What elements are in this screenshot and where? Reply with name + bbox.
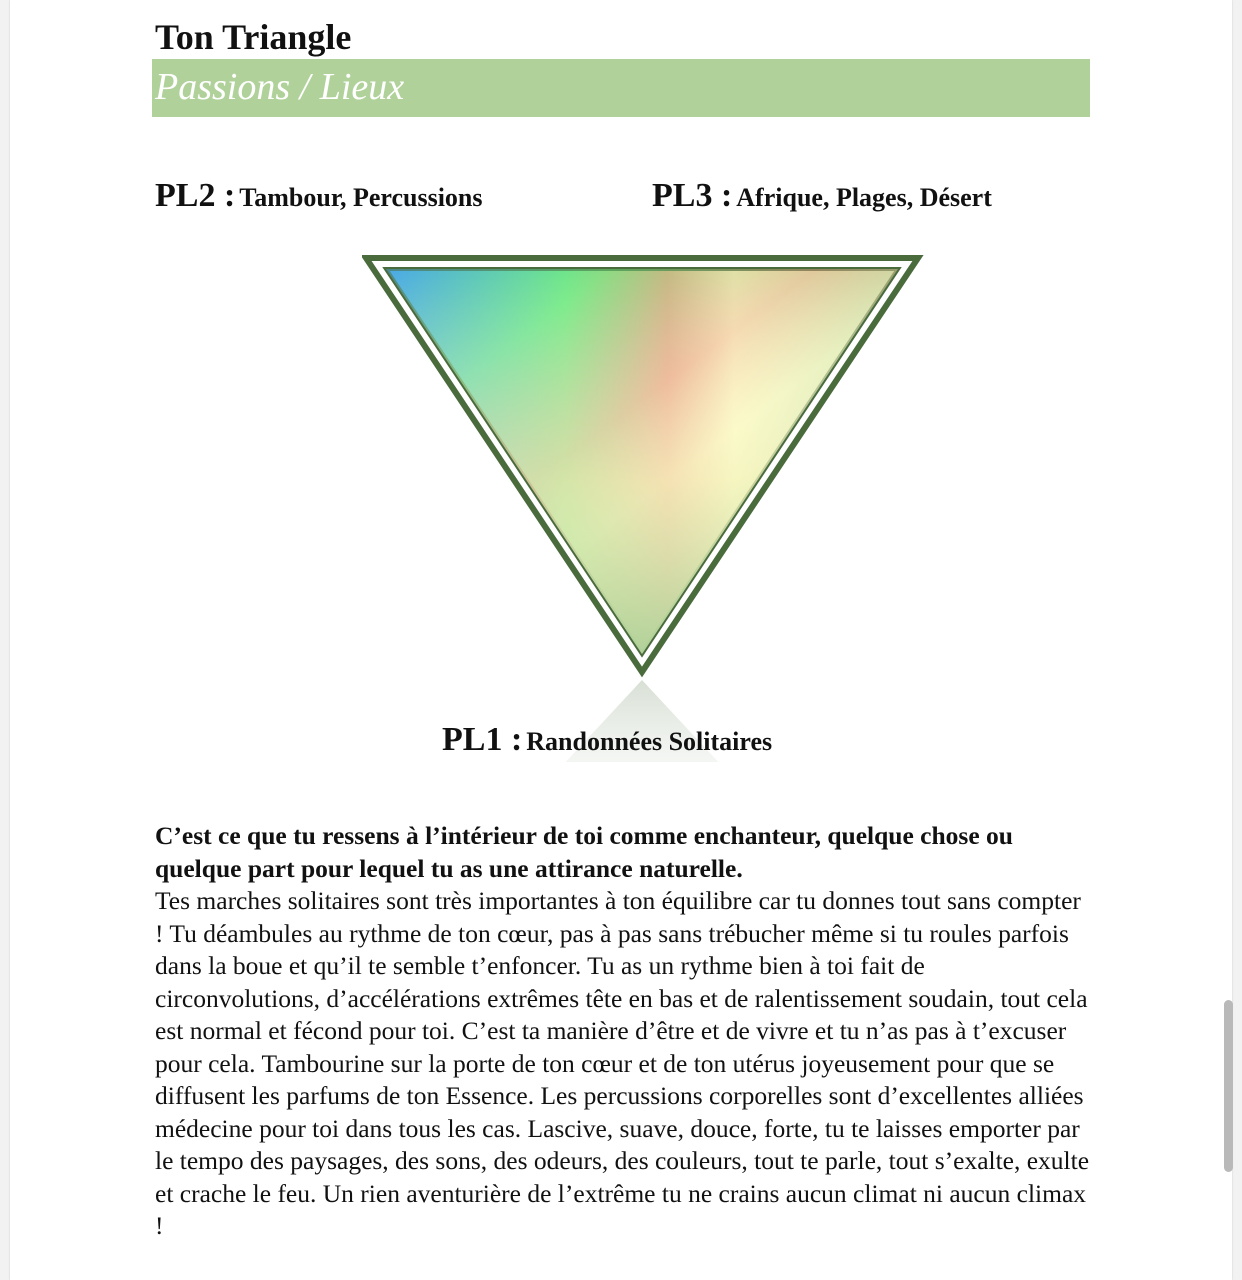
document-title: Ton Triangle bbox=[155, 17, 352, 57]
pl1-label bbox=[442, 720, 772, 766]
description-paragraph: Tes marches solitaires sont très importantes à ton équilibre car tu donnes tout sans compter ! Tu déambules au rythme de ton cœur, pas à pas sans trébucher même si tu roules parfois dans la boue et qu’il te semble t’enfoncer. Tu as un rythme bien à toi fait de circonvolutions, d’accélérations extrêmes tête en bas et de ralentissement soudain, tout cela est normal et fécond pour toi. C’est ta manière d’être et de vivre et tu n’as pas à t’excuser pour cela. Tambourine sur la porte de ton cœur et de ton utérus joyeusement pour que se diffusent les parfums de ton Essence. Les percussions corporelles sont d’excellentes alliées médecine pour toi dans tous les cas. Lascive, suave, douce, forte, tu te laisses emporter par le tempo des paysages, des sons, des odeurs, des couleurs, tout te parle, tout s’exalte, exulte et crache le feu. Un rien aventurière de l’extrême tu ne crains aucun climat ni aucun climax ! bbox=[155, 886, 1090, 1240]
pl3-label bbox=[652, 176, 992, 222]
pl3-key: PL3 : bbox=[652, 177, 733, 214]
pl2-value: Tambour, Percussions bbox=[239, 183, 483, 212]
passions-triangle-diagram bbox=[362, 252, 924, 762]
triangle-graphic bbox=[362, 252, 924, 762]
vertical-scrollbar[interactable] bbox=[1224, 1000, 1233, 1172]
pl3-value: Afrique, Plages, Désert bbox=[736, 183, 992, 212]
description-intro: C’est ce que tu ressens à l’intérieur de toi comme enchanteur, quelque chose ou quelque part pour lequel tu as une attirance naturelle. bbox=[155, 821, 1013, 883]
pl1-value: Randonnées Solitaires bbox=[526, 727, 773, 756]
description-text bbox=[155, 820, 1090, 1243]
pl1-key: PL1 : bbox=[442, 721, 523, 758]
section-banner-label: Passions / Lieux bbox=[155, 66, 405, 108]
pl2-label bbox=[155, 176, 483, 222]
pl2-key: PL2 : bbox=[155, 177, 236, 214]
